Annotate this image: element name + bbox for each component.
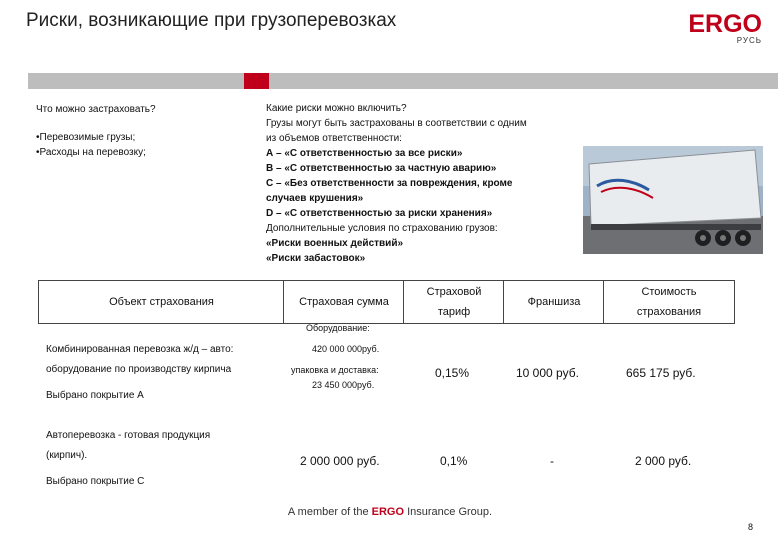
table-header-franchise: Франшиза	[503, 280, 605, 324]
table-header-cost-line2: страхования	[636, 306, 702, 318]
truck-photo	[583, 146, 763, 254]
row1-tariff: 0,15%	[435, 366, 470, 380]
table-header-object: Объект страхования	[38, 280, 285, 324]
row2-object-line2: (кирпич).	[46, 450, 88, 461]
row1-sum-value1: 420 000 000руб.	[312, 344, 380, 354]
insurable-question: Что можно застраховать?	[36, 104, 156, 115]
ergo-logo	[682, 12, 762, 45]
row2-sum: 2 000 000 руб.	[300, 454, 380, 468]
logo-sub: РУСЬ	[736, 36, 762, 45]
risk-option: случаев крушения»	[266, 193, 364, 204]
risk-option: С – «Без ответственности за повреждения, кроме	[266, 178, 513, 189]
risks-intro-line: Грузы могут быть застрахованы в соответствии с одним	[266, 118, 527, 129]
row1-cost: 665 175 руб.	[626, 366, 696, 380]
risks-question: Какие риски можно включить?	[266, 103, 407, 114]
table-header-cost-line1: Стоимость	[641, 286, 697, 298]
risks-intro-line: из объемов ответственности:	[266, 133, 402, 144]
page-number: 8	[748, 522, 754, 532]
footer-pre: A member of the	[287, 506, 372, 518]
insurable-item: •Перевозимые грузы;	[36, 132, 136, 143]
row2-franchise: -	[550, 454, 554, 468]
insurable-items	[36, 130, 146, 160]
row2-object-line1: Автоперевозка - готовая продукция	[46, 430, 211, 441]
table-header-tariff-line2: тариф	[437, 306, 471, 318]
insurable-item: •Расходы на перевозку;	[36, 147, 146, 158]
row2-cost: 2 000 руб.	[635, 454, 692, 468]
risk-option: D – «С ответственностью за риски хранения»	[266, 208, 493, 219]
risk-extra-item: «Риски забастовок»	[266, 253, 366, 264]
row2-tariff: 0,1%	[440, 454, 468, 468]
risk-option: А – «С ответственностью за все риски»	[266, 148, 463, 159]
row1-sum-value2: 23 450 000руб.	[312, 380, 375, 390]
row1-sum-label2: упаковка и доставка:	[291, 365, 379, 375]
row1-coverage: Выбрано покрытие А	[46, 390, 144, 401]
risk-extra-item: «Риски военных действий»	[266, 238, 404, 249]
table-header-tariff-line1: Страховой	[426, 286, 482, 298]
logo-main: ERGO	[688, 10, 762, 38]
row1-franchise: 10 000 руб.	[516, 366, 579, 380]
risks-block	[266, 101, 586, 266]
row1-sum-label1: Оборудование:	[306, 323, 370, 333]
table-header-tariff	[403, 280, 505, 324]
page-title: Риски, возникающие при грузоперевозках	[26, 10, 397, 31]
risks-extra: Дополнительные условия по страхованию грузов:	[266, 223, 498, 234]
footer-brand: ERGO	[371, 506, 405, 518]
table-header-cost	[603, 280, 735, 324]
risk-option: В – «С ответственностью за частную аварию»	[266, 163, 497, 174]
row1-object-line2: оборудование по производству кирпича	[46, 364, 232, 375]
footer-post: Insurance Group.	[404, 506, 493, 518]
row1-object-line1: Комбинированная перевозка ж/д – авто:	[46, 344, 234, 355]
header-divider-bar	[28, 73, 778, 89]
footer-tagline	[0, 506, 780, 518]
header-divider-accent	[244, 73, 269, 89]
row2-coverage: Выбрано покрытие С	[46, 476, 145, 487]
table-header-sum: Страховая сумма	[283, 280, 405, 324]
